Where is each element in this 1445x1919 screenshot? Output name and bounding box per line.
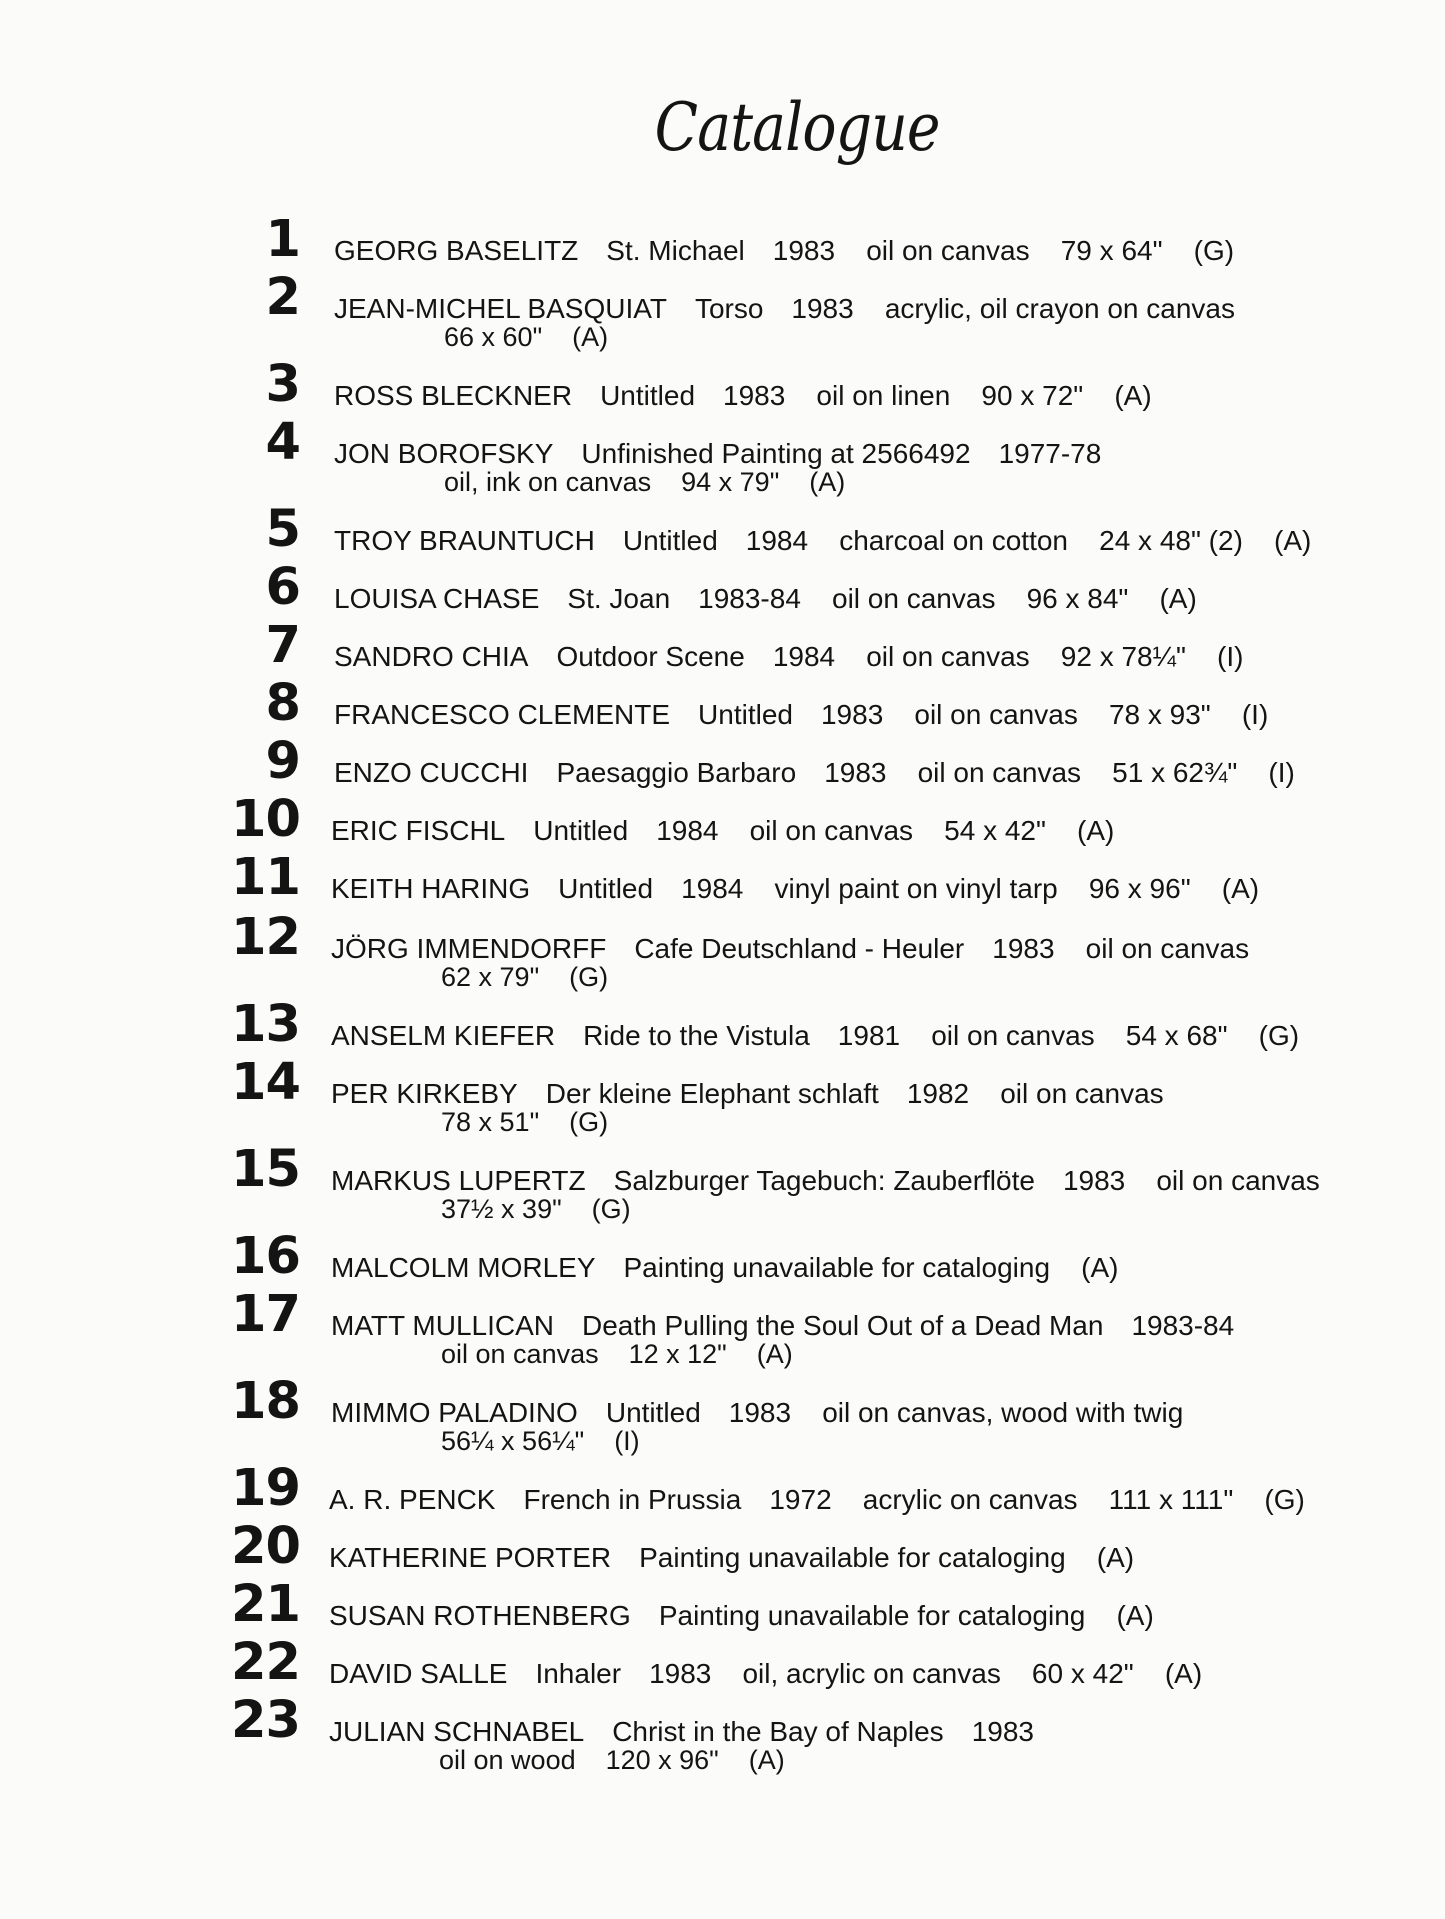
entry-number: 2 xyxy=(265,268,300,327)
entry-number: 21 xyxy=(231,1575,300,1634)
artwork-title: Untitled xyxy=(558,873,654,904)
entry-number: 3 xyxy=(265,355,300,414)
artwork-title: Torso xyxy=(694,293,764,324)
artwork-title: St. Joan xyxy=(567,583,671,614)
artwork-details: Painting unavailable for cataloging (A) xyxy=(658,1600,1154,1631)
artwork-details: 1981 oil on canvas 54 x 68" (G) xyxy=(837,1020,1300,1051)
entry-number: 22 xyxy=(231,1633,300,1692)
artwork-details: 1983 acrylic, oil crayon on canvas xyxy=(791,293,1235,324)
artwork-details-continued: 78 x 51" (G) xyxy=(441,1107,609,1137)
artwork-title: Paesaggio Barbaro xyxy=(556,757,797,788)
artwork-title: St. Michael xyxy=(606,235,745,266)
entry-line xyxy=(329,1543,1134,1573)
entry-line xyxy=(334,758,1295,788)
entry-line xyxy=(334,526,1311,556)
entry-number: 17 xyxy=(231,1285,300,1344)
artwork-details: 1983 oil on canvas xyxy=(1062,1165,1320,1196)
entry-line xyxy=(334,381,1152,411)
artwork-details: 1983 oil on canvas, wood with twig xyxy=(728,1397,1184,1428)
entry-number: 9 xyxy=(265,732,300,791)
entry-line xyxy=(331,1079,1164,1109)
artwork-details: 1983 oil on canvas 51 x 62¾" (I) xyxy=(824,757,1295,788)
entry-line xyxy=(331,1021,1299,1051)
artwork-title: Ride to the Vistula xyxy=(583,1020,810,1051)
artist-name: JULIAN SCHNABEL xyxy=(329,1716,585,1747)
entry-line xyxy=(334,642,1243,672)
artwork-details: 1984 charcoal on cotton 24 x 48" (2) (A) xyxy=(745,525,1312,556)
artwork-title: Untitled xyxy=(622,525,718,556)
entry-line xyxy=(334,584,1197,614)
entry-line xyxy=(329,1717,1034,1747)
entry-line xyxy=(331,1311,1234,1341)
entry-number: 14 xyxy=(231,1053,300,1112)
artist-name: GEORG BASELITZ xyxy=(334,235,579,266)
artwork-details: 1984 oil on canvas 54 x 42" (A) xyxy=(656,815,1115,846)
artwork-details: 1972 acrylic on canvas 111 x 111" (G) xyxy=(769,1484,1305,1515)
artwork-details: 1983 oil on linen 90 x 72" (A) xyxy=(723,380,1152,411)
entry-line xyxy=(331,874,1259,904)
artist-name: MALCOLM MORLEY xyxy=(331,1252,596,1283)
artwork-title: Unfinished Painting at 2566492 xyxy=(581,438,971,469)
artwork-details: 1983 oil, acrylic on canvas 60 x 42" (A) xyxy=(649,1658,1203,1689)
artwork-details-continued: oil on wood 120 x 96" (A) xyxy=(439,1745,785,1775)
artist-name: MARKUS LUPERTZ xyxy=(331,1165,586,1196)
artist-name: MATT MULLICAN xyxy=(331,1310,554,1341)
artist-name: MIMMO PALADINO xyxy=(331,1397,578,1428)
page-title: Catalogue xyxy=(654,89,940,166)
entry-number: 16 xyxy=(231,1227,300,1286)
artwork-details: Painting unavailable for cataloging (A) xyxy=(623,1252,1119,1283)
artwork-details: 1984 oil on canvas 92 x 78¼" (I) xyxy=(772,641,1244,672)
artist-name: FRANCESCO CLEMENTE xyxy=(334,699,671,730)
entry-line xyxy=(334,700,1268,730)
entry-number: 18 xyxy=(231,1372,300,1431)
artwork-title: Christ in the Bay of Naples xyxy=(612,1716,944,1747)
entry-line xyxy=(334,439,1101,469)
artist-name: PER KIRKEBY xyxy=(331,1078,518,1109)
artwork-title: Der kleine Elephant schlaft xyxy=(545,1078,879,1109)
artwork-details-continued: oil on canvas 12 x 12" (A) xyxy=(441,1339,793,1369)
entry-line xyxy=(334,236,1234,266)
entry-number: 15 xyxy=(231,1140,300,1199)
entry-number: 11 xyxy=(231,848,300,907)
entry-number: 12 xyxy=(231,908,300,967)
artist-name: KATHERINE PORTER xyxy=(329,1542,612,1573)
artwork-details: 1983 oil on canvas xyxy=(992,933,1250,964)
artwork-title: French in Prussia xyxy=(523,1484,742,1515)
artist-name: LOUISA CHASE xyxy=(334,583,540,614)
artwork-title: Salzburger Tagebuch: Zauberflöte xyxy=(613,1165,1035,1196)
entry-line xyxy=(334,294,1235,324)
artist-name: ANSELM KIEFER xyxy=(331,1020,556,1051)
artwork-details: 1983 oil on canvas 78 x 93" (I) xyxy=(820,699,1269,730)
artist-name: SUSAN ROTHENBERG xyxy=(329,1600,631,1631)
entry-number: 6 xyxy=(265,558,300,617)
artwork-details: 1982 oil on canvas xyxy=(906,1078,1164,1109)
entry-line xyxy=(331,934,1249,964)
artwork-title: Cafe Deutschland - Heuler xyxy=(634,933,965,964)
entry-line xyxy=(331,1166,1320,1196)
artwork-details: 1983-84 xyxy=(1131,1310,1235,1341)
entry-number: 20 xyxy=(231,1517,300,1576)
artwork-details-continued: 62 x 79" (G) xyxy=(441,962,609,992)
artwork-title: Untitled xyxy=(600,380,696,411)
artist-name: TROY BRAUNTUCH xyxy=(334,525,595,556)
artist-name: JEAN-MICHEL BASQUIAT xyxy=(334,293,667,324)
artwork-details: Painting unavailable for cataloging (A) xyxy=(639,1542,1135,1573)
entry-number: 10 xyxy=(231,790,300,849)
entry-number: 7 xyxy=(265,616,300,675)
artwork-details: 1984 vinyl paint on vinyl tarp 96 x 96" (A) xyxy=(681,873,1260,904)
artwork-title: Outdoor Scene xyxy=(556,641,745,672)
artwork-details-continued: 56¼ x 56¼" (I) xyxy=(441,1426,640,1456)
artist-name: JON BOROFSKY xyxy=(334,438,554,469)
artist-name: ERIC FISCHL xyxy=(331,815,506,846)
entry-number: 13 xyxy=(231,995,300,1054)
entry-number: 1 xyxy=(265,210,300,269)
artwork-title: Death Pulling the Soul Out of a Dead Man xyxy=(582,1310,1104,1341)
artwork-details: 1983 oil on canvas 79 x 64" (G) xyxy=(772,235,1235,266)
artwork-title: Untitled xyxy=(533,815,629,846)
artwork-details-continued: 66 x 60" (A) xyxy=(444,322,609,352)
artwork-title: Untitled xyxy=(698,699,793,730)
artist-name: ENZO CUCCHI xyxy=(334,757,529,788)
artwork-details-continued: 37½ x 39" (G) xyxy=(441,1194,631,1224)
artwork-title: Inhaler xyxy=(535,1658,622,1689)
artist-name: DAVID SALLE xyxy=(329,1658,508,1689)
artwork-title: Untitled xyxy=(605,1397,701,1428)
entry-line xyxy=(329,1601,1154,1631)
entry-number: 4 xyxy=(265,413,300,472)
entry-line xyxy=(331,1253,1118,1283)
artist-name: JÖRG IMMENDORFF xyxy=(331,933,607,964)
entry-number: 19 xyxy=(231,1459,300,1518)
artist-name: KEITH HARING xyxy=(331,873,531,904)
artist-name: A. R. PENCK xyxy=(329,1484,496,1515)
entry-number: 5 xyxy=(265,500,300,559)
artwork-details-continued: oil, ink on canvas 94 x 79" (A) xyxy=(444,467,846,497)
artwork-details: 1977-78 xyxy=(998,438,1102,469)
artwork-details: 1983 xyxy=(971,1716,1034,1747)
entry-line xyxy=(331,816,1114,846)
entry-number: 8 xyxy=(265,674,300,733)
entry-line xyxy=(331,1398,1183,1428)
entry-line xyxy=(329,1485,1305,1515)
entry-line xyxy=(329,1659,1202,1689)
artist-name: SANDRO CHIA xyxy=(334,641,529,672)
artwork-details: 1983-84 oil on canvas 96 x 84" (A) xyxy=(698,583,1197,614)
entry-number: 23 xyxy=(231,1691,300,1750)
artist-name: ROSS BLECKNER xyxy=(334,380,573,411)
